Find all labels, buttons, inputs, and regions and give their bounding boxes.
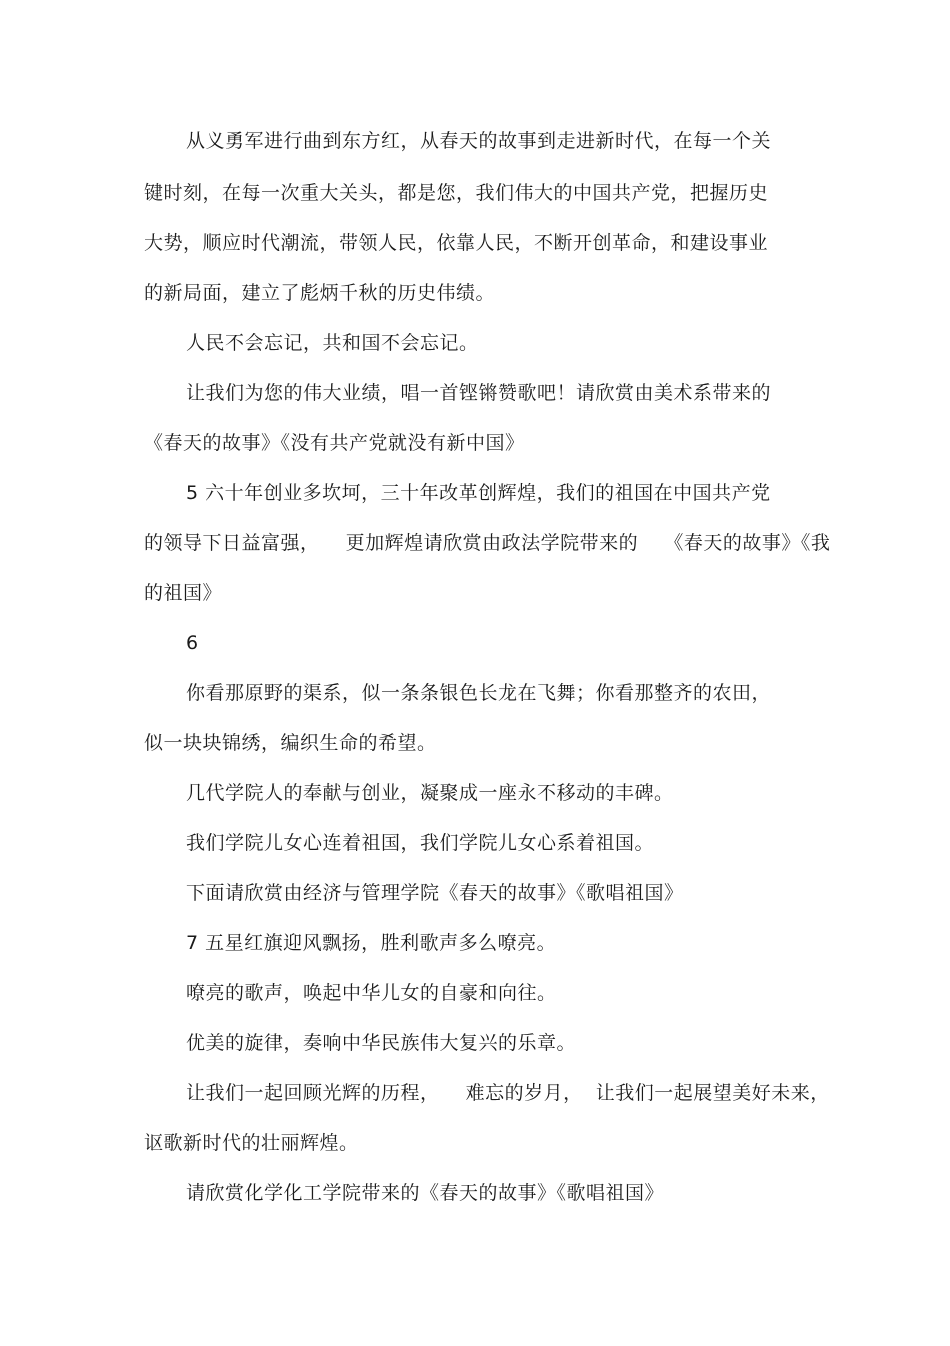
text-line: 《春天的故事》《没有共产党就没有新中国》	[144, 432, 525, 454]
text-line: 6	[186, 632, 199, 654]
text-line: 从义勇军进行曲到东方红，从春天的故事到走进新时代，在每一个关	[186, 130, 772, 152]
text-line: 你看那原野的渠系，似一条条银色长龙在飞舞；你看那整齐的农田，	[186, 682, 772, 704]
text-line: 嘹亮的歌声，唤起中华儿女的自豪和向往。	[186, 982, 557, 1004]
text-line: 7 五星红旗迎风飘扬，胜利歌声多么嘹亮。	[186, 932, 557, 954]
text-line: 5 六十年创业多坎坷，三十年改革创辉煌，我们的祖国在中国共产党	[186, 482, 771, 504]
text-line: 的领导下日益富强， 更加辉煌请欣赏由政法学院带来的 《春天的故事》《我	[144, 532, 831, 554]
text-line: 让我们为您的伟大业绩，唱一首铿锵赞歌吧！请欣赏由美术系带来的	[186, 382, 772, 404]
text-line: 大势，顺应时代潮流，带领人民，依靠人民，不断开创革命，和建设事业	[144, 232, 769, 254]
text-line: 请欣赏化学化工学院带来的《春天的故事》《歌唱祖国》	[186, 1182, 665, 1204]
text-line: 的新局面，建立了彪炳千秋的历史伟绩。	[144, 282, 496, 304]
text-line: 似一块块锦绣，编织生命的希望。	[144, 732, 437, 754]
text-line: 讴歌新时代的壮丽辉煌。	[144, 1132, 359, 1154]
text-line: 下面请欣赏由经济与管理学院《春天的故事》《歌唱祖国》	[186, 882, 684, 904]
text-line: 优美的旋律，奏响中华民族伟大复兴的乐章。	[186, 1032, 577, 1054]
text-line: 的祖国》	[144, 582, 223, 604]
text-line: 我们学院儿女心连着祖国，我们学院儿女心系着祖国。	[186, 832, 655, 854]
text-line: 人民不会忘记，共和国不会忘记。	[186, 332, 479, 354]
text-line: 几代学院人的奉献与创业，凝聚成一座永不移动的丰碑。	[186, 782, 674, 804]
text-line: 让我们一起回顾光辉的历程， 难忘的岁月， 让我们一起展望美好未来，	[186, 1082, 830, 1104]
text-line: 键时刻，在每一次重大关头，都是您，我们伟大的中国共产党，把握历史	[144, 182, 769, 204]
